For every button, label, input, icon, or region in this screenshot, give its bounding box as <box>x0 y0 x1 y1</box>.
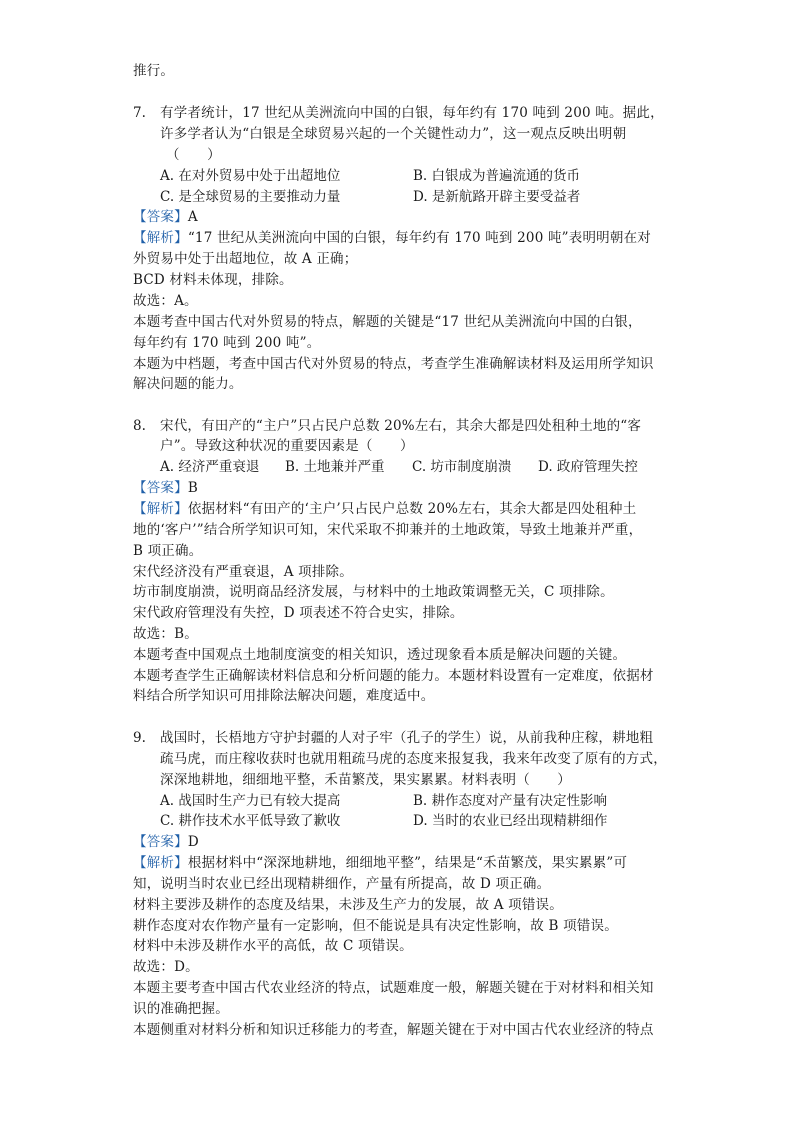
option-a: A. 在对外贸易中处于出超地位 <box>160 168 341 184</box>
answer-value: A <box>187 209 198 225</box>
option-d: D. 政府管理失控 <box>538 459 638 475</box>
option-c: C. 坊市制度崩溃 <box>412 459 512 475</box>
analysis-line: BCD 材料未体现，排除。 <box>133 272 293 288</box>
question-stem-line: 战国时，长梧地方守护封疆的人对子牢（孔子的学生）说，从前我种庄稼，耕地粗 <box>160 730 654 746</box>
analysis-line <box>133 499 636 519</box>
analysis-line: 知，说明当时农业已经出现精耕细作，产量有所提高，故 D 项正确。 <box>133 876 551 892</box>
answer-line <box>133 478 198 498</box>
analysis-line <box>133 853 627 873</box>
analysis-text: 依据材料“有田产的‘主户’只占民户总数 20%左右，其余大都是四处租种土 <box>187 501 637 517</box>
analysis-line: B 项正确。 <box>133 543 203 559</box>
analysis-text: 根据材料中“深深地耕地，细细地平整”，结果是“禾苗繁茂，果实累累”可 <box>187 855 628 871</box>
option-c: C. 耕作技术水平低导致了歉收 <box>160 813 341 829</box>
analysis-line: 每年约有 170 吨到 200 吨”。 <box>133 335 321 351</box>
analysis-line: 解决问题的能力。 <box>133 376 243 392</box>
analysis-line: 本题主要考查中国古代农业经济的特点，试题难度一般，解题关键在于对材料和相关知 <box>133 980 654 996</box>
analysis-line: 材料中未涉及耕作水平的高低，故 C 项错误。 <box>133 938 413 954</box>
option-d: D. 是新航路开辟主要受益者 <box>413 189 581 205</box>
answer-value: B <box>187 480 198 496</box>
answer-tag: 【答案】 <box>133 834 188 850</box>
question-stem-line: 有学者统计，17 世纪从美洲流向中国的白银，每年约有 170 吨到 200 吨。据此， <box>160 105 664 121</box>
analysis-line: 地的‘客户’”结合所学知识可知，宋代采取不抑兼并的土地政策，导致土地兼并严重， <box>133 522 643 538</box>
analysis-line: 耕作态度对农作物产量有一定影响，但不能说是具有决定性影响，故 B 项错误。 <box>133 918 618 934</box>
analysis-line: 坊市制度崩溃，说明商品经济发展，与材料中的土地政策调整无关，C 项排除。 <box>133 584 614 600</box>
question-stem-line: 许多学者认为“白银是全球贸易兴起的一个关键性动力”，这一观点反映出明朝 <box>160 126 627 142</box>
question-stem-line: 宋代，有田产的“主户”只占民户总数 20%左右，其余大都是四处租种土地的“客 <box>160 418 642 434</box>
analysis-line: 故选：D。 <box>133 959 199 975</box>
option-a: A. 战国时生产力已有较大提高 <box>160 793 341 809</box>
option-c: C. 是全球贸易的主要推动力量 <box>160 189 341 205</box>
option-b: B. 耕作态度对产量有决定性影响 <box>413 793 608 809</box>
question-stem-line: 户”。导致这种状况的重要因素是（ ） <box>160 438 414 454</box>
option-b: B. 土地兼并严重 <box>285 459 385 475</box>
analysis-line: 本题考查中国古代对外贸易的特点，解题的关键是“17 世纪从美洲流向中国的白银， <box>133 314 642 330</box>
analysis-line: 本题侧重对材料分析和知识迁移能力的考查，解题关键在于对中国古代农业经济的特点 <box>133 1022 654 1038</box>
analysis-line: 故选：B。 <box>133 626 198 642</box>
question-stem-line: （ ） <box>166 147 221 163</box>
analysis-line: 外贸易中处于出超地位，故 A 正确； <box>133 251 358 267</box>
analysis-tag: 【解析】 <box>133 501 188 517</box>
option-d: D. 当时的农业已经出现精耕细作 <box>413 813 608 829</box>
question-stem-line: 深深地耕地，细细地平整，禾苗繁茂，果实累累。材料表明（ ） <box>160 772 571 788</box>
analysis-line: 故选：A。 <box>133 293 198 309</box>
analysis-line <box>133 228 651 248</box>
analysis-line: 识的准确把握。 <box>133 1001 229 1017</box>
answer-tag: 【答案】 <box>133 209 188 225</box>
analysis-line: 宋代政府管理没有失控，D 项表述不符合史实，排除。 <box>133 605 464 621</box>
analysis-text: “17 世纪从美洲流向中国的白银，每年约有 170 吨到 200 吨”表明明朝在对 <box>187 230 651 246</box>
intro-line: 推行。 <box>133 63 175 79</box>
analysis-line: 料结合所学知识可用排除法解决问题，难度适中。 <box>133 688 435 704</box>
analysis-tag: 【解析】 <box>133 855 188 871</box>
answer-value: D <box>187 834 199 850</box>
option-a: A. 经济严重衰退 <box>160 459 260 475</box>
option-b: B. 白银成为普遍流通的货币 <box>413 168 581 184</box>
question-number: 9. <box>133 730 146 746</box>
question-stem-line: 疏马虎，而庄稼收获时也就用粗疏马虎的态度来报复我，我来年改变了原有的方式， <box>160 751 667 767</box>
analysis-line: 本题考查中国观点土地制度演变的相关知识，透过现象看本质是解决问题的关键。 <box>133 647 627 663</box>
analysis-line: 本题考查学生正确解读材料信息和分析问题的能力。本题材料设置有一定难度，依据材 <box>133 668 654 684</box>
analysis-line: 本题为中档题，考查中国古代对外贸易的特点，考查学生准确解读材料及运用所学知识 <box>133 356 654 372</box>
analysis-line: 材料主要涉及耕作的态度及结果，未涉及生产力的发展，故 A 项错误。 <box>133 897 563 913</box>
question-number: 8. <box>133 418 146 434</box>
analysis-line: 宋代经济没有严重衰退，A 项排除。 <box>133 564 353 580</box>
answer-line <box>133 832 199 852</box>
analysis-tag: 【解析】 <box>133 230 188 246</box>
question-number: 7. <box>133 105 146 121</box>
answer-tag: 【答案】 <box>133 480 188 496</box>
answer-line <box>133 207 198 227</box>
